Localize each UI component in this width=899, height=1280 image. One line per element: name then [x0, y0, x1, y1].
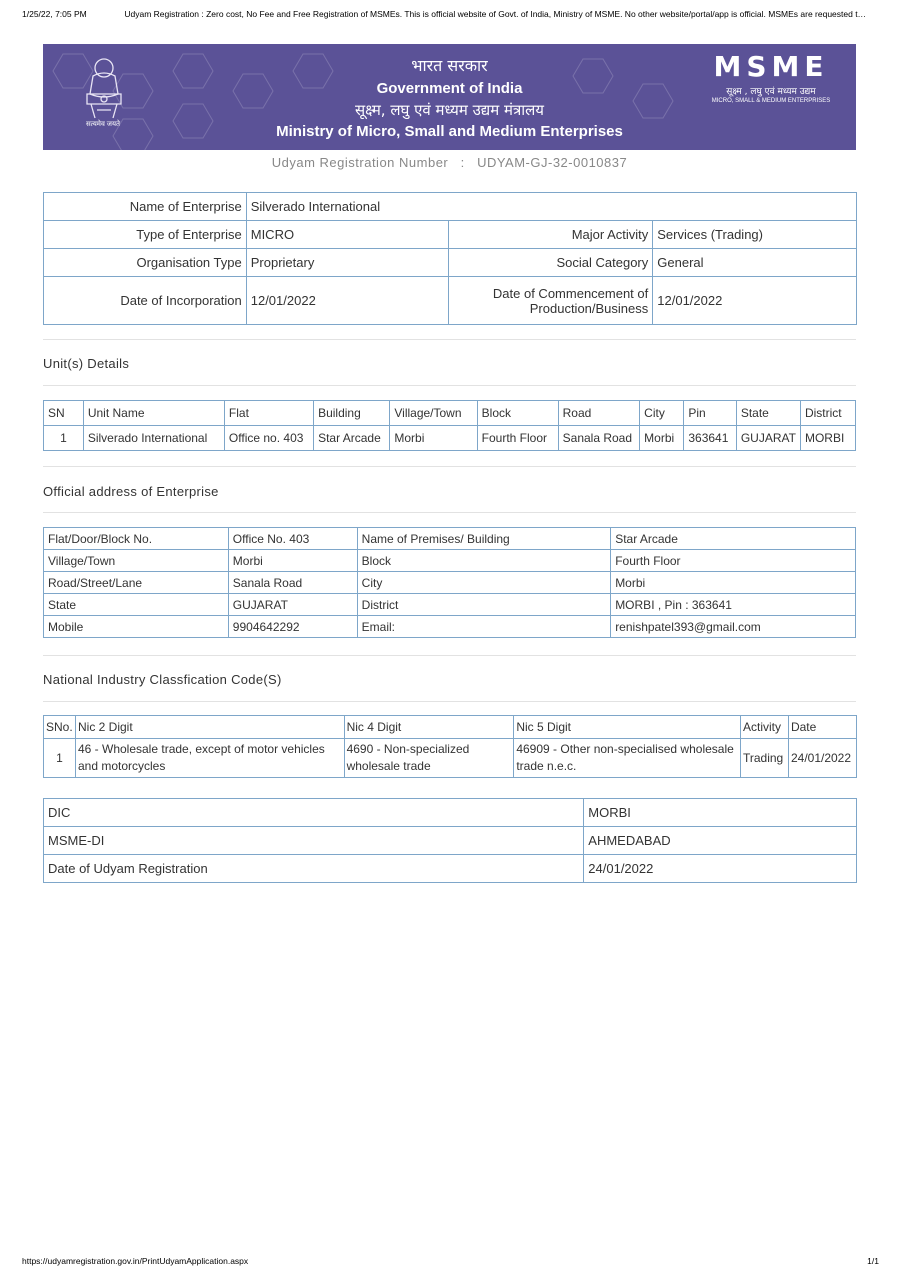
address-block-label: Block: [357, 550, 611, 572]
table-row: [44, 528, 856, 550]
unit-state: GUJARAT: [736, 426, 800, 451]
msme-di-value: AHMEDABAD: [584, 827, 857, 855]
print-footer-url: https://udyamregistration.gov.in/PrintUdyamApplication.aspx: [22, 1256, 249, 1266]
social-category-label: Social Category: [449, 249, 653, 277]
table-row: [44, 827, 857, 855]
reg-number-value: UDYAM-GJ-32-0010837: [477, 155, 628, 170]
date-of-incorporation-value: 12/01/2022: [246, 277, 449, 325]
table-row: [44, 550, 856, 572]
emblem-caption: सत्यमेव जयते: [85, 121, 121, 128]
table-row: [44, 249, 857, 277]
address-road-value: Sanala Road: [228, 572, 357, 594]
table-row: [44, 799, 857, 827]
banner-english-govt: Government of India: [376, 80, 523, 97]
commencement-label-line2: Production/Business: [529, 300, 649, 316]
unit-flat: Office no. 403: [224, 426, 313, 451]
unit-name: Silverado International: [83, 426, 224, 451]
address-mobile-label: Mobile: [44, 616, 229, 638]
reg-number-separator: :: [460, 155, 465, 170]
date-of-commencement-value: 12/01/2022: [653, 277, 857, 325]
print-page-number: 1/1: [867, 1256, 879, 1266]
address-state-label: State: [44, 594, 229, 616]
udyam-registration-date-value: 24/01/2022: [584, 855, 857, 883]
nic-5digit: 46909 - Other non-specialised wholesale trade n.e.c.: [514, 739, 741, 778]
dic-table: [43, 798, 857, 883]
address-village-value: Morbi: [228, 550, 357, 572]
units-header-village-town: Village/Town: [390, 401, 477, 426]
units-header-block: Block: [477, 401, 558, 426]
table-row: [44, 616, 856, 638]
unit-sn: 1: [44, 426, 84, 451]
address-block-value: Fourth Floor: [611, 550, 856, 572]
table-row: [44, 855, 857, 883]
table-row: [44, 221, 857, 249]
dic-value: MORBI: [584, 799, 857, 827]
commencement-label-line1: Date of Commencement of: [492, 285, 649, 301]
table-row: [44, 426, 856, 451]
banner-english-ministry: Ministry of Micro, Small and Medium Enterprises: [276, 123, 623, 140]
name-of-enterprise-value: Silverado International: [246, 193, 856, 221]
table-row: [44, 193, 857, 221]
nic-header-5digit: Nic 5 Digit: [514, 716, 741, 739]
name-of-enterprise-label: Name of Enterprise: [44, 193, 247, 221]
nic-activity: Trading: [740, 739, 788, 778]
udyam-registration-number: [0, 155, 899, 170]
unit-block: Fourth Floor: [477, 426, 558, 451]
address-village-label: Village/Town: [44, 550, 229, 572]
unit-village-town: Morbi: [390, 426, 477, 451]
social-category-value: General: [653, 249, 857, 277]
banner-hindi-govt: भारत सरकार: [411, 56, 488, 75]
divider: [43, 466, 856, 467]
msme-logo: [710, 52, 832, 104]
msme-logo-word: MSME: [713, 50, 829, 83]
table-row: [44, 594, 856, 616]
unit-building: Star Arcade: [314, 426, 390, 451]
units-section-title: Unit(s) Details: [43, 356, 130, 371]
reg-number-label: Udyam Registration Number: [271, 155, 449, 170]
units-header-sn: SN: [44, 401, 84, 426]
official-address-table: [43, 527, 856, 638]
nic-date: 24/01/2022: [788, 739, 856, 778]
nic-header-4digit: Nic 4 Digit: [344, 716, 514, 739]
print-datetime: 1/25/22, 7:05 PM: [22, 9, 87, 19]
units-table: [43, 400, 856, 451]
table-row: [44, 572, 856, 594]
print-page-title: Udyam Registration : Zero cost, No Fee and Free Registration of MSMEs. This is official website of Govt. of India, Ministry of MSME. No other website/portal/app is official. MSMEs are requested t…: [124, 9, 867, 19]
enterprise-details-table: [43, 192, 857, 325]
address-district-label: District: [357, 594, 611, 616]
nic-2digit: 46 - Wholesale trade, except of motor vehicles and motorcycles: [75, 739, 344, 778]
major-activity-value: Services (Trading): [653, 221, 857, 249]
organisation-type-value: Proprietary: [246, 249, 449, 277]
address-mobile-value: 9904642292: [228, 616, 357, 638]
nic-table: [43, 715, 857, 778]
date-of-commencement-label: [449, 277, 653, 325]
unit-road: Sanala Road: [558, 426, 640, 451]
address-email-value: renishpatel393@gmail.com: [611, 616, 856, 638]
nic-header-sno: SNo.: [44, 716, 76, 739]
nic-header-activity: Activity: [740, 716, 788, 739]
msme-logo-english: MICRO, SMALL & MEDIUM ENTERPRISES: [711, 98, 831, 104]
nic-header-date: Date: [788, 716, 856, 739]
table-row: [44, 739, 857, 778]
divider: [43, 339, 856, 340]
divider: [43, 701, 856, 702]
units-header-unit-name: Unit Name: [83, 401, 224, 426]
nic-sno: 1: [44, 739, 76, 778]
udyam-registration-date-label: Date of Udyam Registration: [44, 855, 584, 883]
address-city-value: Morbi: [611, 572, 856, 594]
units-header-road: Road: [558, 401, 640, 426]
address-flat-value: Office No. 403: [228, 528, 357, 550]
dic-label: DIC: [44, 799, 584, 827]
major-activity-label: Major Activity: [449, 221, 653, 249]
address-flat-label: Flat/Door/Block No.: [44, 528, 229, 550]
organisation-type-label: Organisation Type: [44, 249, 247, 277]
units-header-city: City: [640, 401, 684, 426]
table-row: [44, 277, 857, 325]
address-city-label: City: [357, 572, 611, 594]
nic-header-2digit: Nic 2 Digit: [75, 716, 344, 739]
govt-banner: [43, 44, 856, 150]
units-header-flat: Flat: [224, 401, 313, 426]
divider: [43, 655, 856, 656]
date-of-incorporation-label: Date of Incorporation: [44, 277, 247, 325]
units-header-pin: Pin: [684, 401, 736, 426]
official-address-section-title: Official address of Enterprise: [43, 484, 219, 499]
address-premises-label: Name of Premises/ Building: [357, 528, 611, 550]
address-email-label: Email:: [357, 616, 611, 638]
msme-di-label: MSME-DI: [44, 827, 584, 855]
divider: [43, 385, 856, 386]
unit-city: Morbi: [640, 426, 684, 451]
print-header: [22, 9, 879, 19]
address-road-label: Road/Street/Lane: [44, 572, 229, 594]
nic-section-title: National Industry Classfication Code(S): [43, 672, 282, 687]
msme-logo-hindi: सूक्ष्म , लघु एवं मध्यम उद्यम: [726, 87, 816, 97]
nic-4digit: 4690 - Non-specialized wholesale trade: [344, 739, 514, 778]
address-state-value: GUJARAT: [228, 594, 357, 616]
units-header-district: District: [800, 401, 855, 426]
print-footer: [22, 1256, 879, 1266]
unit-pin: 363641: [684, 426, 736, 451]
banner-hindi-ministry: सूक्ष्म, लघु एवं मध्यम उद्यम मंत्रालय: [355, 101, 544, 119]
nic-header-row: [44, 716, 857, 739]
units-header-row: [44, 401, 856, 426]
type-of-enterprise-value: MICRO: [246, 221, 449, 249]
type-of-enterprise-label: Type of Enterprise: [44, 221, 247, 249]
unit-district: MORBI: [800, 426, 855, 451]
divider: [43, 512, 856, 513]
address-premises-value: Star Arcade: [611, 528, 856, 550]
address-district-value: MORBI , Pin : 363641: [611, 594, 856, 616]
units-header-state: State: [736, 401, 800, 426]
units-header-building: Building: [314, 401, 390, 426]
